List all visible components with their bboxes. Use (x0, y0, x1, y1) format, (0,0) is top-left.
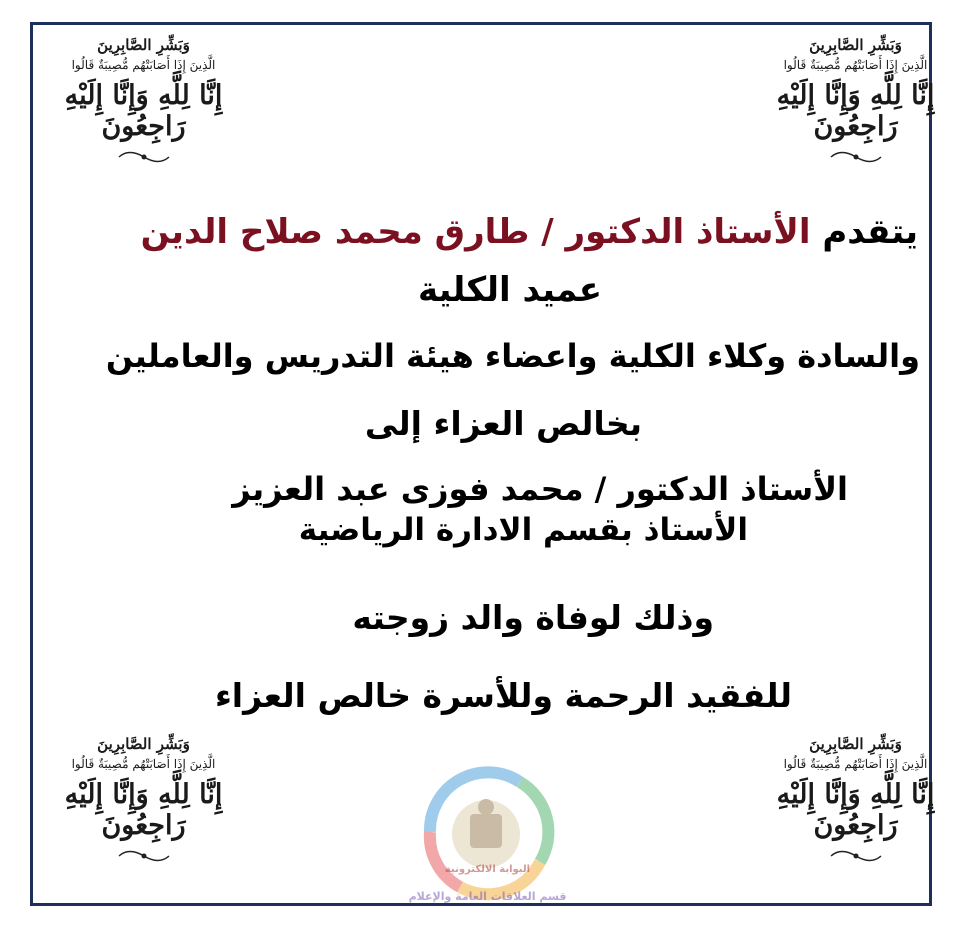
sender-prefix: يتقدم (822, 212, 918, 252)
sender-line (141, 212, 918, 252)
verse-line-2: الَّذِينَ إِذَا أَصَابَتْهُم مُّصِيبَةٌ قَالُوا (783, 757, 928, 771)
verse-line-1: وَبَشِّرِ الصَّابِرِينَ (97, 735, 190, 753)
verse-bottom-left (36, 735, 251, 885)
logo-emblem-icon (400, 752, 575, 912)
verse-line-2: الَّذِينَ إِذَا أَصَابَتْهُم مُّصِيبَةٌ قَالُوا (783, 58, 928, 72)
sender-name: الأستاذ الدكتور / طارق محمد صلاح الدين (140, 212, 811, 252)
verse-line-1: وَبَشِّرِ الصَّابِرِينَ (809, 735, 902, 753)
closing-line: للفقيد الرحمة وللأسرة خالص العزاء (214, 676, 792, 715)
logo-caption: قسم العلاقات العامة والإعلام (408, 890, 567, 903)
reason-line: وذلك لوفاة والد زوجته (352, 598, 714, 637)
recipient-name: الأستاذ الدكتور / محمد فوزى عبد العزيز (232, 470, 848, 508)
logo-ring-text: البوابة الالكترونية (444, 864, 531, 875)
ornament-icon (114, 847, 174, 865)
verse-bottom-right (748, 735, 960, 885)
ornament-icon (826, 148, 886, 166)
verse-line-3: إِنَّا لِلَّهِ وَإِنَّا إِلَيْهِ رَاجِعُونَ (776, 779, 935, 841)
condolence-to-line: بخالص العزاء إلى (364, 404, 642, 443)
verse-line-2: الَّذِينَ إِذَا أَصَابَتْهُم مُّصِيبَةٌ قَالُوا (71, 757, 216, 771)
verse-line-1: وَبَشِّرِ الصَّابِرِينَ (97, 36, 190, 54)
ornament-icon (114, 148, 174, 166)
verse-line-2: الَّذِينَ إِذَا أَصَابَتْهُم مُّصِيبَةٌ قَالُوا (71, 58, 216, 72)
ornament-icon (826, 847, 886, 865)
verse-line-3: إِنَّا لِلَّهِ وَإِنَّا إِلَيْهِ رَاجِعُونَ (64, 779, 223, 841)
verse-top-left (36, 36, 251, 186)
recipient-department: الأستاذ بقسم الادارة الرياضية (298, 512, 748, 548)
verse-line-3: إِنَّا لِلَّهِ وَإِنَّا إِلَيْهِ رَاجِعُونَ (776, 80, 935, 142)
faculty-staff-line: والسادة وكلاء الكلية واعضاء هيئة التدريس والعاملين (105, 337, 920, 375)
verse-line-1: وَبَشِّرِ الصَّابِرِينَ (809, 36, 902, 54)
portal-logo (400, 752, 575, 912)
verse-line-3: إِنَّا لِلَّهِ وَإِنَّا إِلَيْهِ رَاجِعُونَ (64, 80, 223, 142)
verse-top-right (748, 36, 960, 186)
sender-title: عميد الكلية (418, 270, 602, 310)
